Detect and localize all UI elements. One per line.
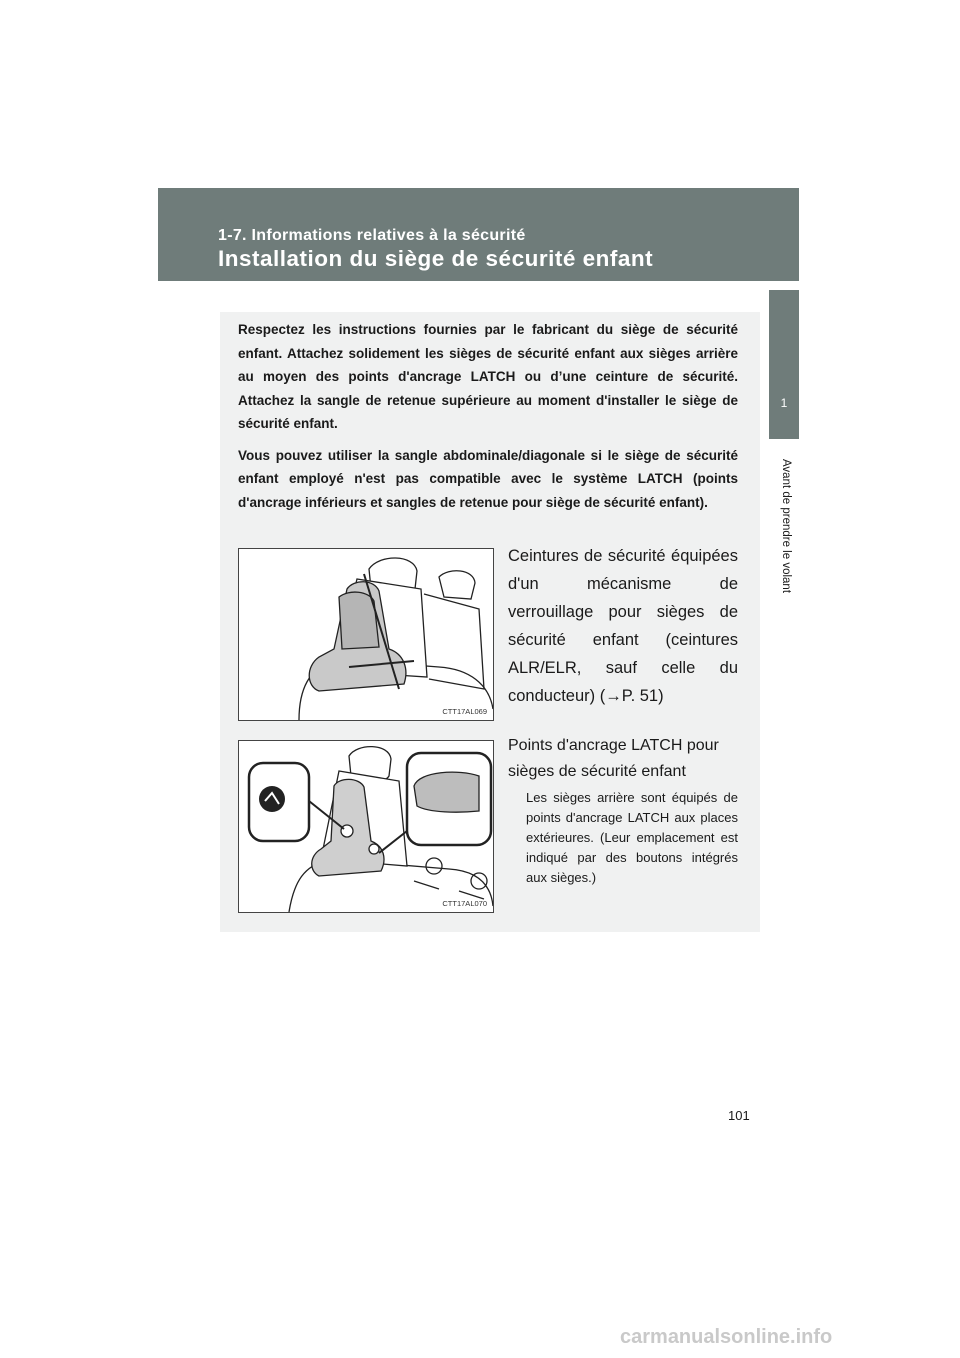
intro-paragraph-2: Vous pouvez utiliser la sangle abdominale/diagonale si le siège de sécurité enfant employé n'est pas compatible avec le système LATCH (points d'ancrage inférieurs et sangles de retenue pour siège de sécurité enfant). xyxy=(238,447,738,510)
figure-1-caption: Ceintures de sécurité équipées d'un mécanisme de verrouillage pour sièges de sécurité enfant (ceintures ALR/ELR, sauf celle du conducteur) (→P. 51) xyxy=(508,547,738,705)
section-title: 1-7. Informations relatives à la sécurité xyxy=(218,227,526,244)
figure-child-seat-belt xyxy=(238,548,494,721)
chapter-side-label xyxy=(776,430,794,630)
figure-code: CTT17AL070 xyxy=(442,899,487,908)
latch-anchors-illustration xyxy=(239,741,493,912)
figure-code: CTT17AL069 xyxy=(442,707,487,716)
child-seat-belt-illustration xyxy=(239,549,493,720)
chapter-header xyxy=(158,188,799,281)
chapter-label: Avant de prendre le volant xyxy=(780,458,792,594)
figure-2-note: Les sièges arrière sont équipés de points d'ancrage LATCH aux places extérieures. (Leur emplacement est indiqué par des boutons intégrés aux sièges.) xyxy=(526,790,738,885)
page-title: Installation du siège de sécurité enfant xyxy=(218,246,654,271)
intro-text xyxy=(238,318,738,522)
figure-2-caption: Points d'ancrage LATCH pour sièges de sécurité enfant xyxy=(508,737,719,780)
page-number: 101 xyxy=(728,1108,750,1123)
watermark: carmanualsonline.info xyxy=(620,1326,833,1348)
intro-paragraph-1: Respectez les instructions fournies par le fabricant du siège de sécurité enfant. Attachez solidement les sièges de sécurité enfant aux sièges arrière au moyen des points d'ancrage LATCH ou d’une ceinture de sécurité. Attachez la sangle de retenue supérieure au moment d'installer le siège de sécurité enfant. xyxy=(238,322,738,431)
figure-latch-anchors xyxy=(238,740,494,913)
chapter-number: 1 xyxy=(780,396,788,410)
side-tab-bar xyxy=(769,290,799,367)
